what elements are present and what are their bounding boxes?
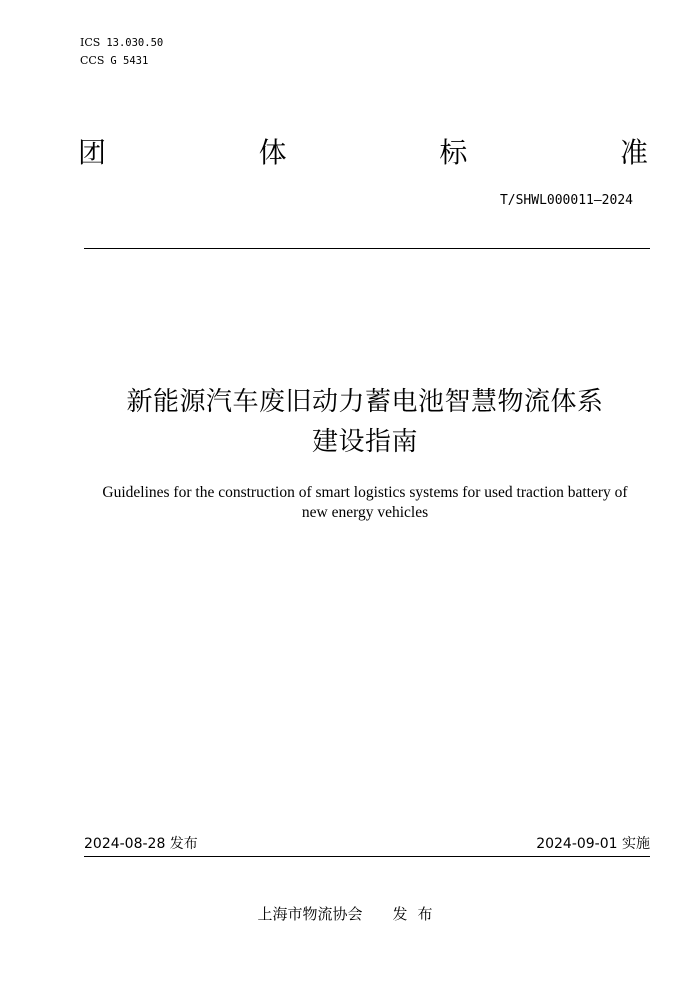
standard-type-char-4: 准 xyxy=(619,136,648,169)
standard-type-char-2: 体 xyxy=(258,136,287,169)
issue-date: 2024-08-28 发布 xyxy=(84,836,198,852)
english-title-line-2: new energy vehicles xyxy=(301,504,429,521)
publisher-issue-label: 发布 xyxy=(392,905,443,923)
chinese-title xyxy=(60,382,670,462)
publisher-name: 上海市物流协会 xyxy=(257,905,363,923)
english-title xyxy=(70,483,660,523)
bottom-divider xyxy=(84,856,650,857)
chinese-title-line-1: 新能源汽车废旧动力蓄电池智慧物流体系 xyxy=(126,387,604,417)
ics-value: 13.030.50 xyxy=(106,37,164,49)
standard-number: T/SHWL000011—2024 xyxy=(499,193,633,208)
standard-type-char-3: 标 xyxy=(439,136,468,169)
implementation-date: 2024-09-01 实施 xyxy=(536,836,650,852)
ccs-value: G 5431 xyxy=(110,55,149,67)
top-divider xyxy=(84,248,650,249)
ics-label: ICS xyxy=(80,36,101,49)
chinese-title-line-2: 建设指南 xyxy=(311,427,418,457)
ccs-code-row xyxy=(80,52,163,70)
classification-codes xyxy=(80,34,163,70)
standard-type-heading xyxy=(78,136,648,170)
standard-type-char-1: 团 xyxy=(78,136,107,169)
ccs-label: CCS xyxy=(80,54,105,67)
english-title-line-1: Guidelines for the construction of smart logistics systems for used traction battery of xyxy=(102,484,628,501)
ics-code-row xyxy=(80,34,163,52)
dates-row xyxy=(84,834,650,854)
publisher-line xyxy=(0,903,700,925)
